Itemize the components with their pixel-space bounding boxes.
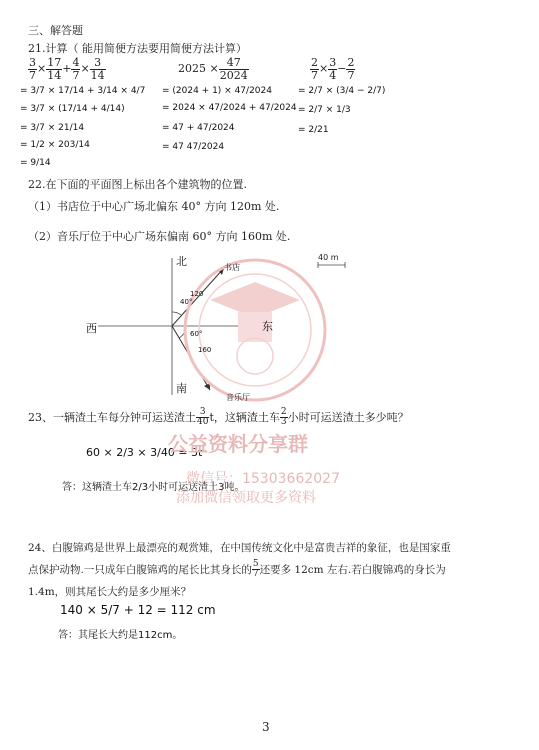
- angle-40-label: 40°: [180, 298, 193, 306]
- north-label: 北: [176, 255, 187, 268]
- len-120-label: 120: [190, 290, 204, 298]
- len-160-label: 160: [198, 346, 212, 354]
- q21-p2-step-2: = 2024 × 47/2024 + 47/2024: [162, 103, 297, 113]
- q21-p3-step-1: = 2/7 × (3/4 − 2/7): [298, 86, 386, 96]
- watermark-cta: 添加微信领取更多资料: [176, 490, 316, 506]
- section-title: 三、解答题: [28, 24, 83, 37]
- q24-line-2: 点保护动物.一只成年白腹锦鸡的尾长比其身长的 $\frac{5}{7}$ 还要多 12cm 左右.若白腹锦鸡的身长为: [28, 559, 446, 580]
- q21-p1-expression: $\frac{3}{7}$ × $\frac{17}{14}$ + $\frac{4}{7}$ × $\frac{3}{14}$: [29, 56, 105, 82]
- east-label: 东: [262, 320, 273, 333]
- scale-label: 40 m: [318, 253, 339, 262]
- q21-p2-step-1: = (2024 + 1) × 47/2024: [162, 86, 272, 96]
- q21-p1-step-4: = 1/2 × 203/14: [20, 140, 90, 150]
- q21-p2-step-4: = 47 47/2024: [162, 142, 225, 152]
- watermark-phone: 微信号：15303662027: [186, 471, 340, 487]
- q21-p3-step-2: = 2/7 × 1/3: [298, 105, 351, 115]
- bookstore-label: 书店: [224, 263, 240, 272]
- q21-p3-expression: $\frac{2}{7}$ × $\frac{3}{4}$ − $\frac{2}{7}$: [311, 56, 355, 82]
- q21-p3-step-3: = 2/21: [298, 125, 329, 135]
- q22-title: 22.在下面的平面图上标出各个建筑物的位置.: [28, 178, 247, 191]
- south-label: 南: [176, 382, 187, 395]
- page-number: 3: [262, 720, 270, 734]
- watermark-brand: 公益资料分享群: [168, 432, 308, 456]
- q21-p1-step-3: = 3/7 × 21/14: [20, 123, 85, 133]
- q21-p1-step-1: = 3/7 × 17/14 + 3/14 × 4/7: [20, 86, 146, 96]
- west-label: 西: [86, 322, 97, 335]
- q21-p2-step-3: = 47 + 47/2024: [162, 123, 235, 133]
- angle-40-arc: [172, 312, 181, 315]
- q21-p1-step-5: = 9/14: [20, 158, 51, 168]
- q23-answer: 答：这辆渣土车2/3小时可运送渣土3吨。: [62, 482, 245, 493]
- q21-p2-expression: 2025 × $\frac{47}{2024}$: [178, 56, 248, 82]
- q22-item-1: （1）书店位于中心广场北偏东 40° 方向 120m 处.: [28, 200, 280, 213]
- q21-title: 21.计算（ 能用简便方法要用简便方法计算）: [28, 42, 247, 55]
- q23-work: 60 × 2/3 × 3/40 = 3t: [86, 446, 203, 459]
- q24-line-3: 1.4m，则其尾长大约是多少厘米？: [28, 586, 192, 598]
- q22-item-2: （2）音乐厅位于中心广场东偏南 60° 方向 160m 处.: [28, 230, 291, 243]
- angle-60-label: 60°: [190, 330, 203, 338]
- concert-hall-label: 音乐厅: [226, 393, 250, 402]
- q21-p1-step-2: = 3/7 × (17/14 + 4/14): [20, 104, 125, 114]
- q23-question: 23、一辆渣土车每分钟可运送渣土 $\frac{3}{40}$ t，这辆渣土车 $\frac{2}{3}$ 小时可运送渣土多少吨？: [28, 407, 409, 428]
- q24-line-1: 24、白腹锦鸡是世界上最漂亮的观赏雉，在中国传统文化中是富贵吉祥的象征，也是国家重: [28, 542, 451, 554]
- q24-answer: 答：其尾长大约是112cm。: [58, 630, 183, 641]
- q24-work: 140 × 5/7 + 12 = 112 cm: [60, 603, 216, 617]
